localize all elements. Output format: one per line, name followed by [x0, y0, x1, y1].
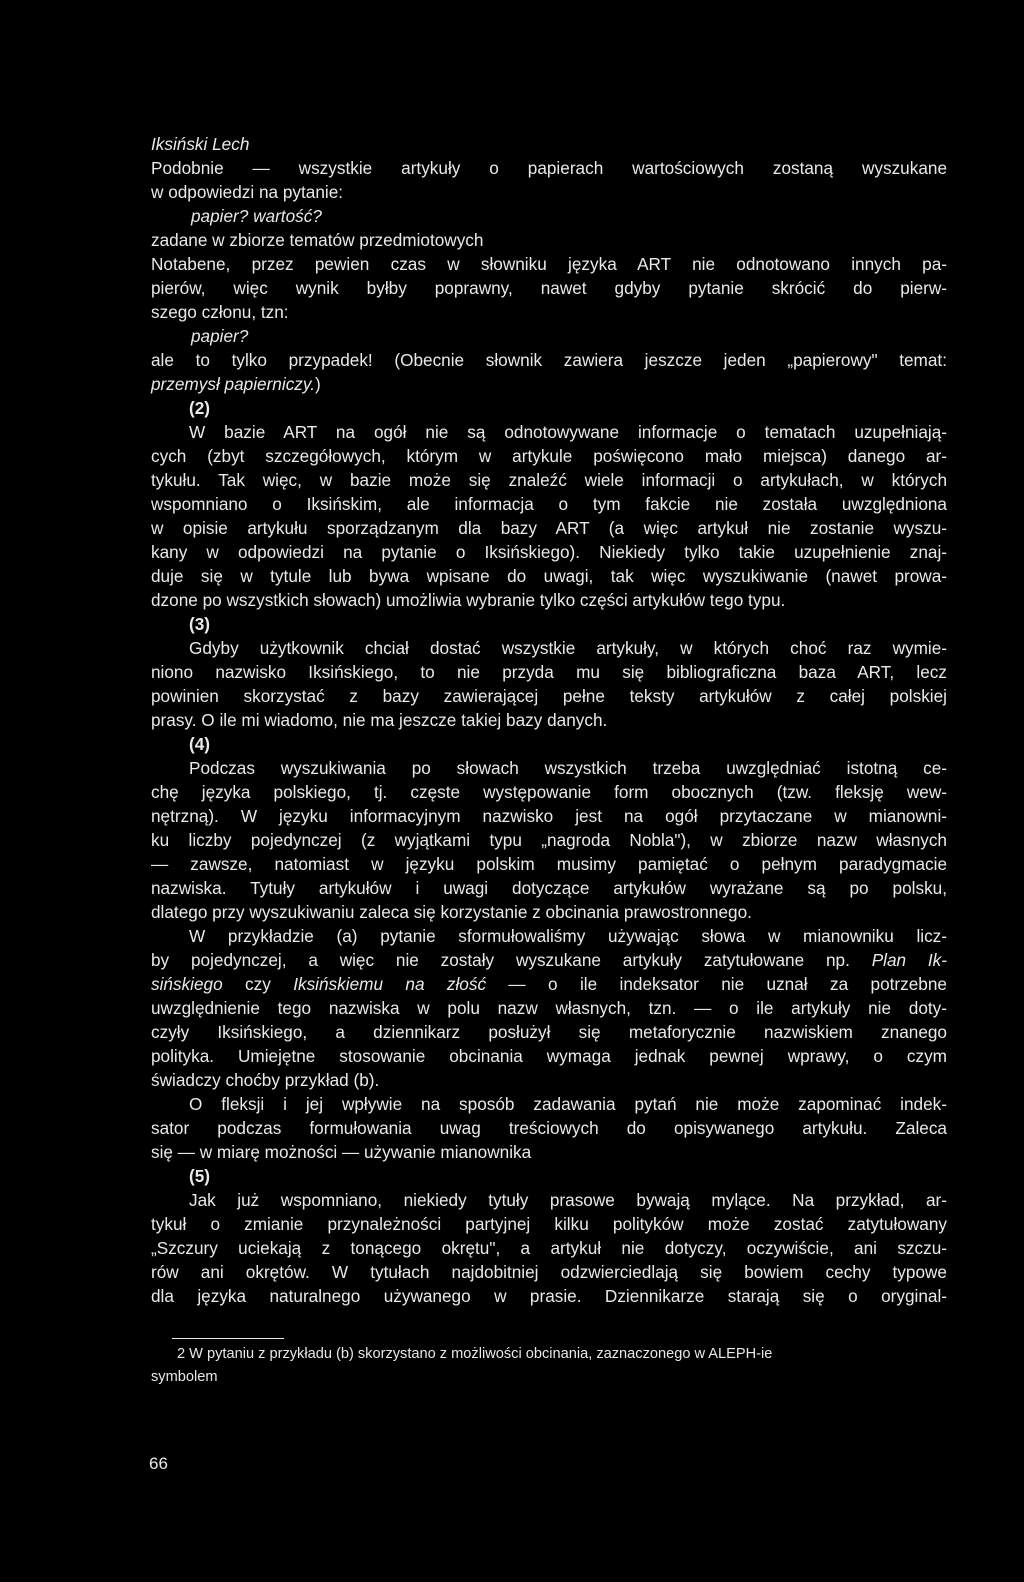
text-line: nętrzną). W języku informacyjnym nazwisko jest na ogół przytaczane w mianowni- — [151, 806, 947, 826]
text-line: prasy. O ile mi wiadomo, nie ma jeszcze takiej bazy danych. — [151, 710, 608, 730]
text-line: dzone po wszystkich słowach) umożliwia wybranie tylko części artykułów tego typu. — [151, 590, 786, 610]
text-line: się — w miarę możności — używanie mianownika — [151, 1142, 532, 1162]
italic-title: sińskiego — [151, 974, 223, 994]
text-line: duje się w tytule lub bywa wpisane do uwagi, tak więc wyszukiwanie (nawet prowa- — [151, 566, 947, 586]
text-fragment: czy — [222, 974, 294, 994]
text-line: dlatego przy wyszukiwaniu zaleca się korzystanie z obcinania prawostronnego. — [151, 902, 752, 922]
query-example: papier? wartość? — [191, 206, 322, 226]
text-line: W bazie ART na ogół nie są odnotowywane informacje o tematach uzupełniają- — [189, 422, 947, 442]
section-label: (5) — [189, 1166, 211, 1186]
section-label: (4) — [189, 734, 211, 754]
query-example: papier? — [191, 326, 249, 346]
page-number: 66 — [149, 1454, 168, 1473]
text-line — [151, 372, 947, 396]
text-line: Podobnie — wszystkie artykuły o papierach wartościowych zostaną wyszukane — [151, 158, 947, 178]
footnote-line: symbolem — [151, 1369, 218, 1385]
text-line — [151, 948, 947, 972]
italic-term: przemysł papierniczy. — [151, 374, 315, 394]
text-line: W przykładzie (a) pytanie sformułowaliśmy używając słowa w mianowniku licz- — [189, 926, 947, 946]
footnote-text: W pytaniu z przykładu (b) skorzystano z możliwości obcinania, zaznaczonego w ALEPH-ie — [185, 1346, 773, 1362]
text-line: cych (zbyt szczegółowych, którym w artykule poświęcono mało miejsca) danego ar- — [151, 446, 947, 466]
text-line: ale to tylko przypadek! (Obecnie słownik zawiera jeszcze jeden „papierowy" temat: — [151, 350, 947, 370]
author-header: Iksiński Lech — [151, 134, 250, 154]
text-line: — zawsze, natomiast w języku polskim musimy pamiętać o pełnym paradygmacie — [151, 854, 947, 874]
footnote-line — [151, 1343, 947, 1366]
text-fragment: by pojedynczej, a więc nie zostały wyszukane artykuły zatytułowane np. — [151, 950, 872, 970]
section-label: (2) — [189, 398, 211, 418]
text-line: w odpowiedzi na pytanie: — [151, 182, 344, 202]
text-line: polityka. Umiejętne stosowanie obcinania wymaga jednak pewnej wprawy, o czym — [151, 1046, 947, 1066]
text-line: rów ani okrętów. W tytułach najdobitniej odzwierciedlają się bowiem cechy typowe — [151, 1262, 947, 1282]
section-label: (3) — [189, 614, 211, 634]
text-line: chę języka polskiego, tj. częste występowanie form obocznych (tzw. fleksję wew- — [151, 782, 947, 802]
text-line: kany w odpowiedzi na pytanie o Iksińskiego). Niekiedy tylko takie uzupełnienie znaj- — [151, 542, 947, 562]
text-line: Notabene, przez pewien czas w słowniku języka ART nie odnotowano innych pa- — [151, 254, 947, 274]
text-line: czyły Iksińskiego, a dziennikarz posłużył się metaforycznie nazwiskiem znanego — [151, 1022, 947, 1042]
text-line: Jak już wspomniano, niekiedy tytuły prasowe bywają mylące. Na przykład, ar- — [189, 1190, 947, 1210]
text-line — [151, 972, 947, 996]
italic-title: Iksińskiemu na złość — [293, 974, 487, 994]
text-line: Gdyby użytkownik chciał dostać wszystkie artykuły, w których choć raz wymie- — [189, 638, 947, 658]
text-line: sator podczas formułowania uwag treściowych do opisywanego artykułu. Zaleca — [151, 1118, 947, 1138]
text-fragment: — o ile indeksator nie uznał za potrzebne — [486, 974, 947, 994]
footnote-rule — [172, 1338, 284, 1339]
text-line: powinien skorzystać z bazy zawierającej pełne teksty artykułów z całej polskiej — [151, 686, 947, 706]
text-line: w opisie artykułu sporządzanym dla bazy ART (a więc artykuł nie zostanie wyszu- — [151, 518, 947, 538]
text-line: nazwiska. Tytuły artykułów i uwagi dotyczące artykułów wyrażane są po polsku, — [151, 878, 947, 898]
text-line: szego członu, tzn: — [151, 302, 289, 322]
italic-title: Plan Ik- — [871, 950, 947, 970]
text-fragment: ) — [314, 374, 321, 394]
text-line: O fleksji i jej wpływie na sposób zadawania pytań nie może zapominać indek- — [189, 1094, 947, 1114]
footnote — [151, 1343, 947, 1389]
text-line: zadane w zbiorze tematów przedmiotowych — [151, 230, 484, 250]
footnote-mark: 2 — [177, 1346, 186, 1362]
text-line: świadczy choćby przykład (b). — [151, 1070, 380, 1090]
text-line: uwzględnienie tego nazwiska w polu nazw własnych, tzn. — o ile artykuły nie doty- — [151, 998, 947, 1018]
text-line: ku liczby pojedynczej (z wyjątkami typu „nagroda Nobla"), w zbiorze nazw własnych — [151, 830, 947, 850]
text-line: pierów, więc wynik byłby poprawny, nawet gdyby pytanie skrócić do pierw- — [151, 278, 947, 298]
text-line: niono nazwisko Iksińskiego, to nie przyda mu się bibliograficzna baza ART, lecz — [151, 662, 947, 682]
text-line: dla języka naturalnego używanego w prasie. Dziennikarze starają się o oryginal- — [151, 1286, 947, 1306]
text-line: tykuł o zmianie przynależności partyjnej kilku polityków może zostać zatytułowany — [151, 1214, 947, 1234]
text-line: tykułu. Tak więc, w bazie może się znaleźć wiele informacji o artykułach, w których — [151, 470, 947, 490]
page-body — [151, 132, 947, 1308]
text-line: wspomniano o Iksińskim, ale informacja o tym fakcie nie została uwzględniona — [151, 494, 947, 514]
text-line: Podczas wyszukiwania po słowach wszystkich trzeba uwzględniać istotną ce- — [189, 758, 947, 778]
text-line: „Szczury uciekają z tonącego okrętu", a artykuł nie dotyczy, oczywiście, ani szczu- — [151, 1238, 947, 1258]
